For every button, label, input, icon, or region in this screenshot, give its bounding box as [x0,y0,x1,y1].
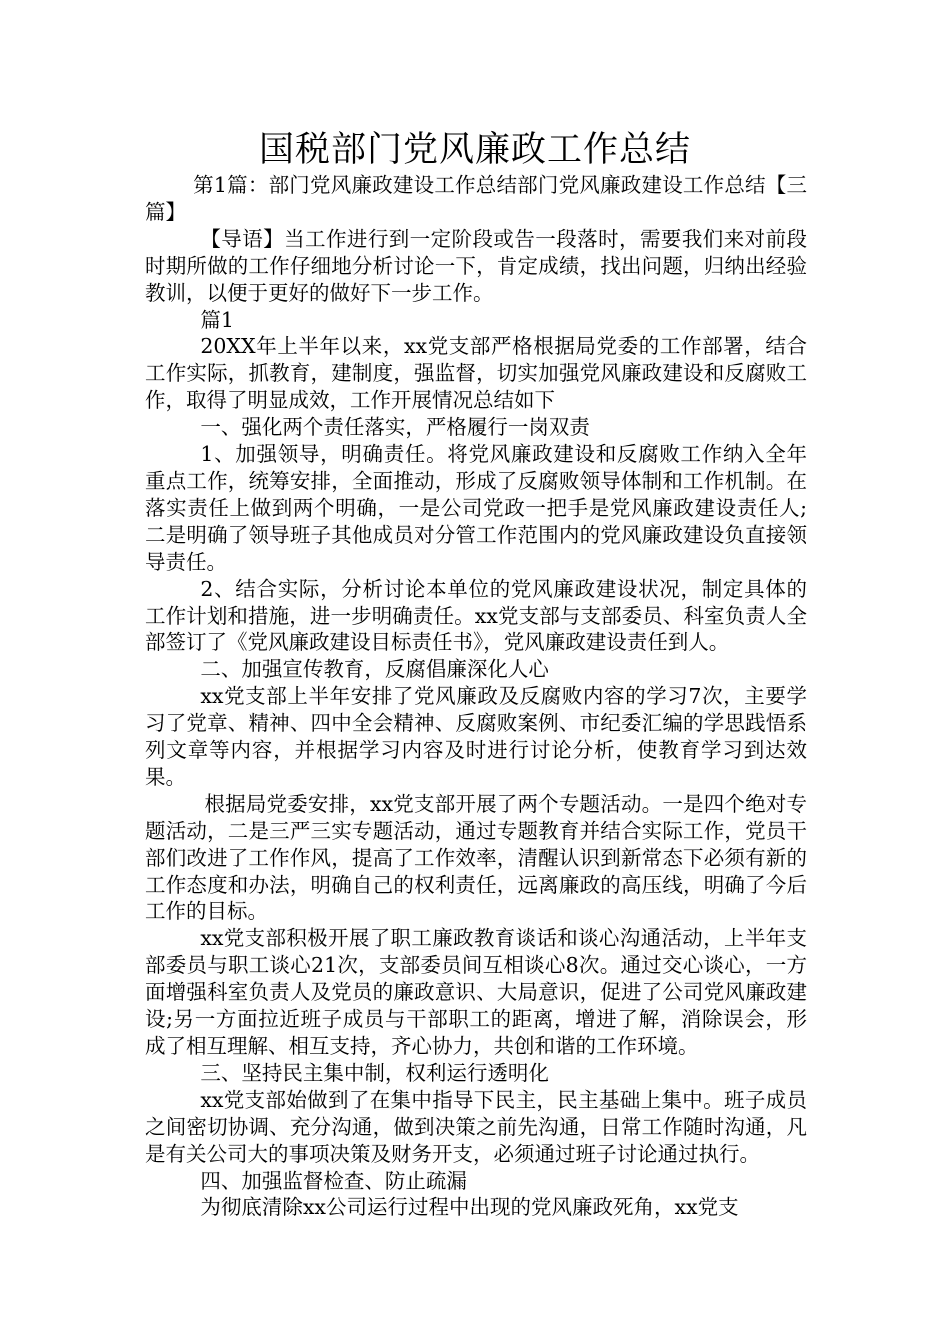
paragraph: xx党支部积极开展了职工廉政教育谈话和谈心沟通活动，上半年支部委员与职工谈心21次，支部委员间互相谈心8次。通过交心谈心，一方面增强科室负责人及党员的廉政意识、大局意识，促进了公司党风廉政建设;另一方面拉近班子成员与干部职工的距离，增进了解，消除误会，形成了相互理解、相互支持，齐心协力，共创和谐的工作环境。 [145,926,807,1058]
paragraph: xx党支部始做到了在集中指导下民主，民主基础上集中。班子成员之间密切协调、充分沟通，做到决策之前先沟通，日常工作随时沟通，凡是有关公司大的事项决策及财务开支，必须通过班子讨论通过执行。 [145,1087,807,1166]
paragraph: 根据局党委安排，xx党支部开展了两个专题活动。一是四个绝对专题活动，二是三严三实专题活动，通过专题教育并结合实际工作，党员干部们改进了工作作风，提高了工作效率，清醒认识到新常态下必须有新的工作态度和办法，明确自己的权利责任，远离廉政的高压线，明确了今后工作的目标。 [145,791,807,924]
paragraph: 20XX年上半年以来，xx党支部严格根据局党委的工作部署，结合工作实际，抓教育，建制度，强监督，切实加强党风廉政建设和反腐败工作，取得了明显成效，工作开展情况总结如下 [145,334,807,413]
paragraph: 1、加强领导，明确责任。将党风廉政建设和反腐败工作纳入全年重点工作，统筹安排，全面推动，形成了反腐败领导体制和工作机制。在落实责任上做到两个明确，一是公司党政一把手是党风廉政建设责任人;二是明确了领导班子其他成员对分管工作范围内的党风廉政建设负直接领导责任。 [145,442,807,574]
document-body [145,172,807,1221]
paragraph: 【导语】当工作进行到一定阶段或告一段落时，需要我们来对前段时期所做的工作仔细地分析讨论一下，肯定成绩，找出问题，归纳出经验教训，以便于更好的做好下一步工作。 [145,226,807,305]
paragraph: 第1篇：部门党风廉政建设工作总结部门党风廉政建设工作总结【三篇】 [145,173,807,224]
paragraph: 四、加强监督检查、防止疏漏 [200,1168,467,1193]
paragraph: 三、坚持民主集中制，权利运行透明化 [200,1060,549,1085]
paragraph: 2、结合实际，分析讨论本单位的党风廉政建设状况，制定具体的工作计划和措施，进一步明确责任。xx党支部与支部委员、科室负责人全部签订了《党风廉政建设目标责任书》，党风廉政建设责任到人。 [145,576,807,655]
paragraph: 篇1 [200,307,234,332]
paragraph: 二、加强宣传教育，反腐倡廉深化人心 [200,657,549,682]
paragraph: 一、强化两个责任落实，严格履行一岗双责 [200,415,590,440]
paragraph: 为彻底清除xx公司运行过程中出现的党风廉政死角，xx党支 [200,1195,739,1220]
paragraph: xx党支部上半年安排了党风廉政及反腐败内容的学习7次，主要学习了党章、精神、四中全会精神、反腐败案例、市纪委汇编的学思践悟系列文章等内容，并根据学习内容及时进行讨论分析，使教育学习到达效果。 [145,684,807,789]
document-title: 国税部门党风廉政工作总结 [258,130,691,170]
